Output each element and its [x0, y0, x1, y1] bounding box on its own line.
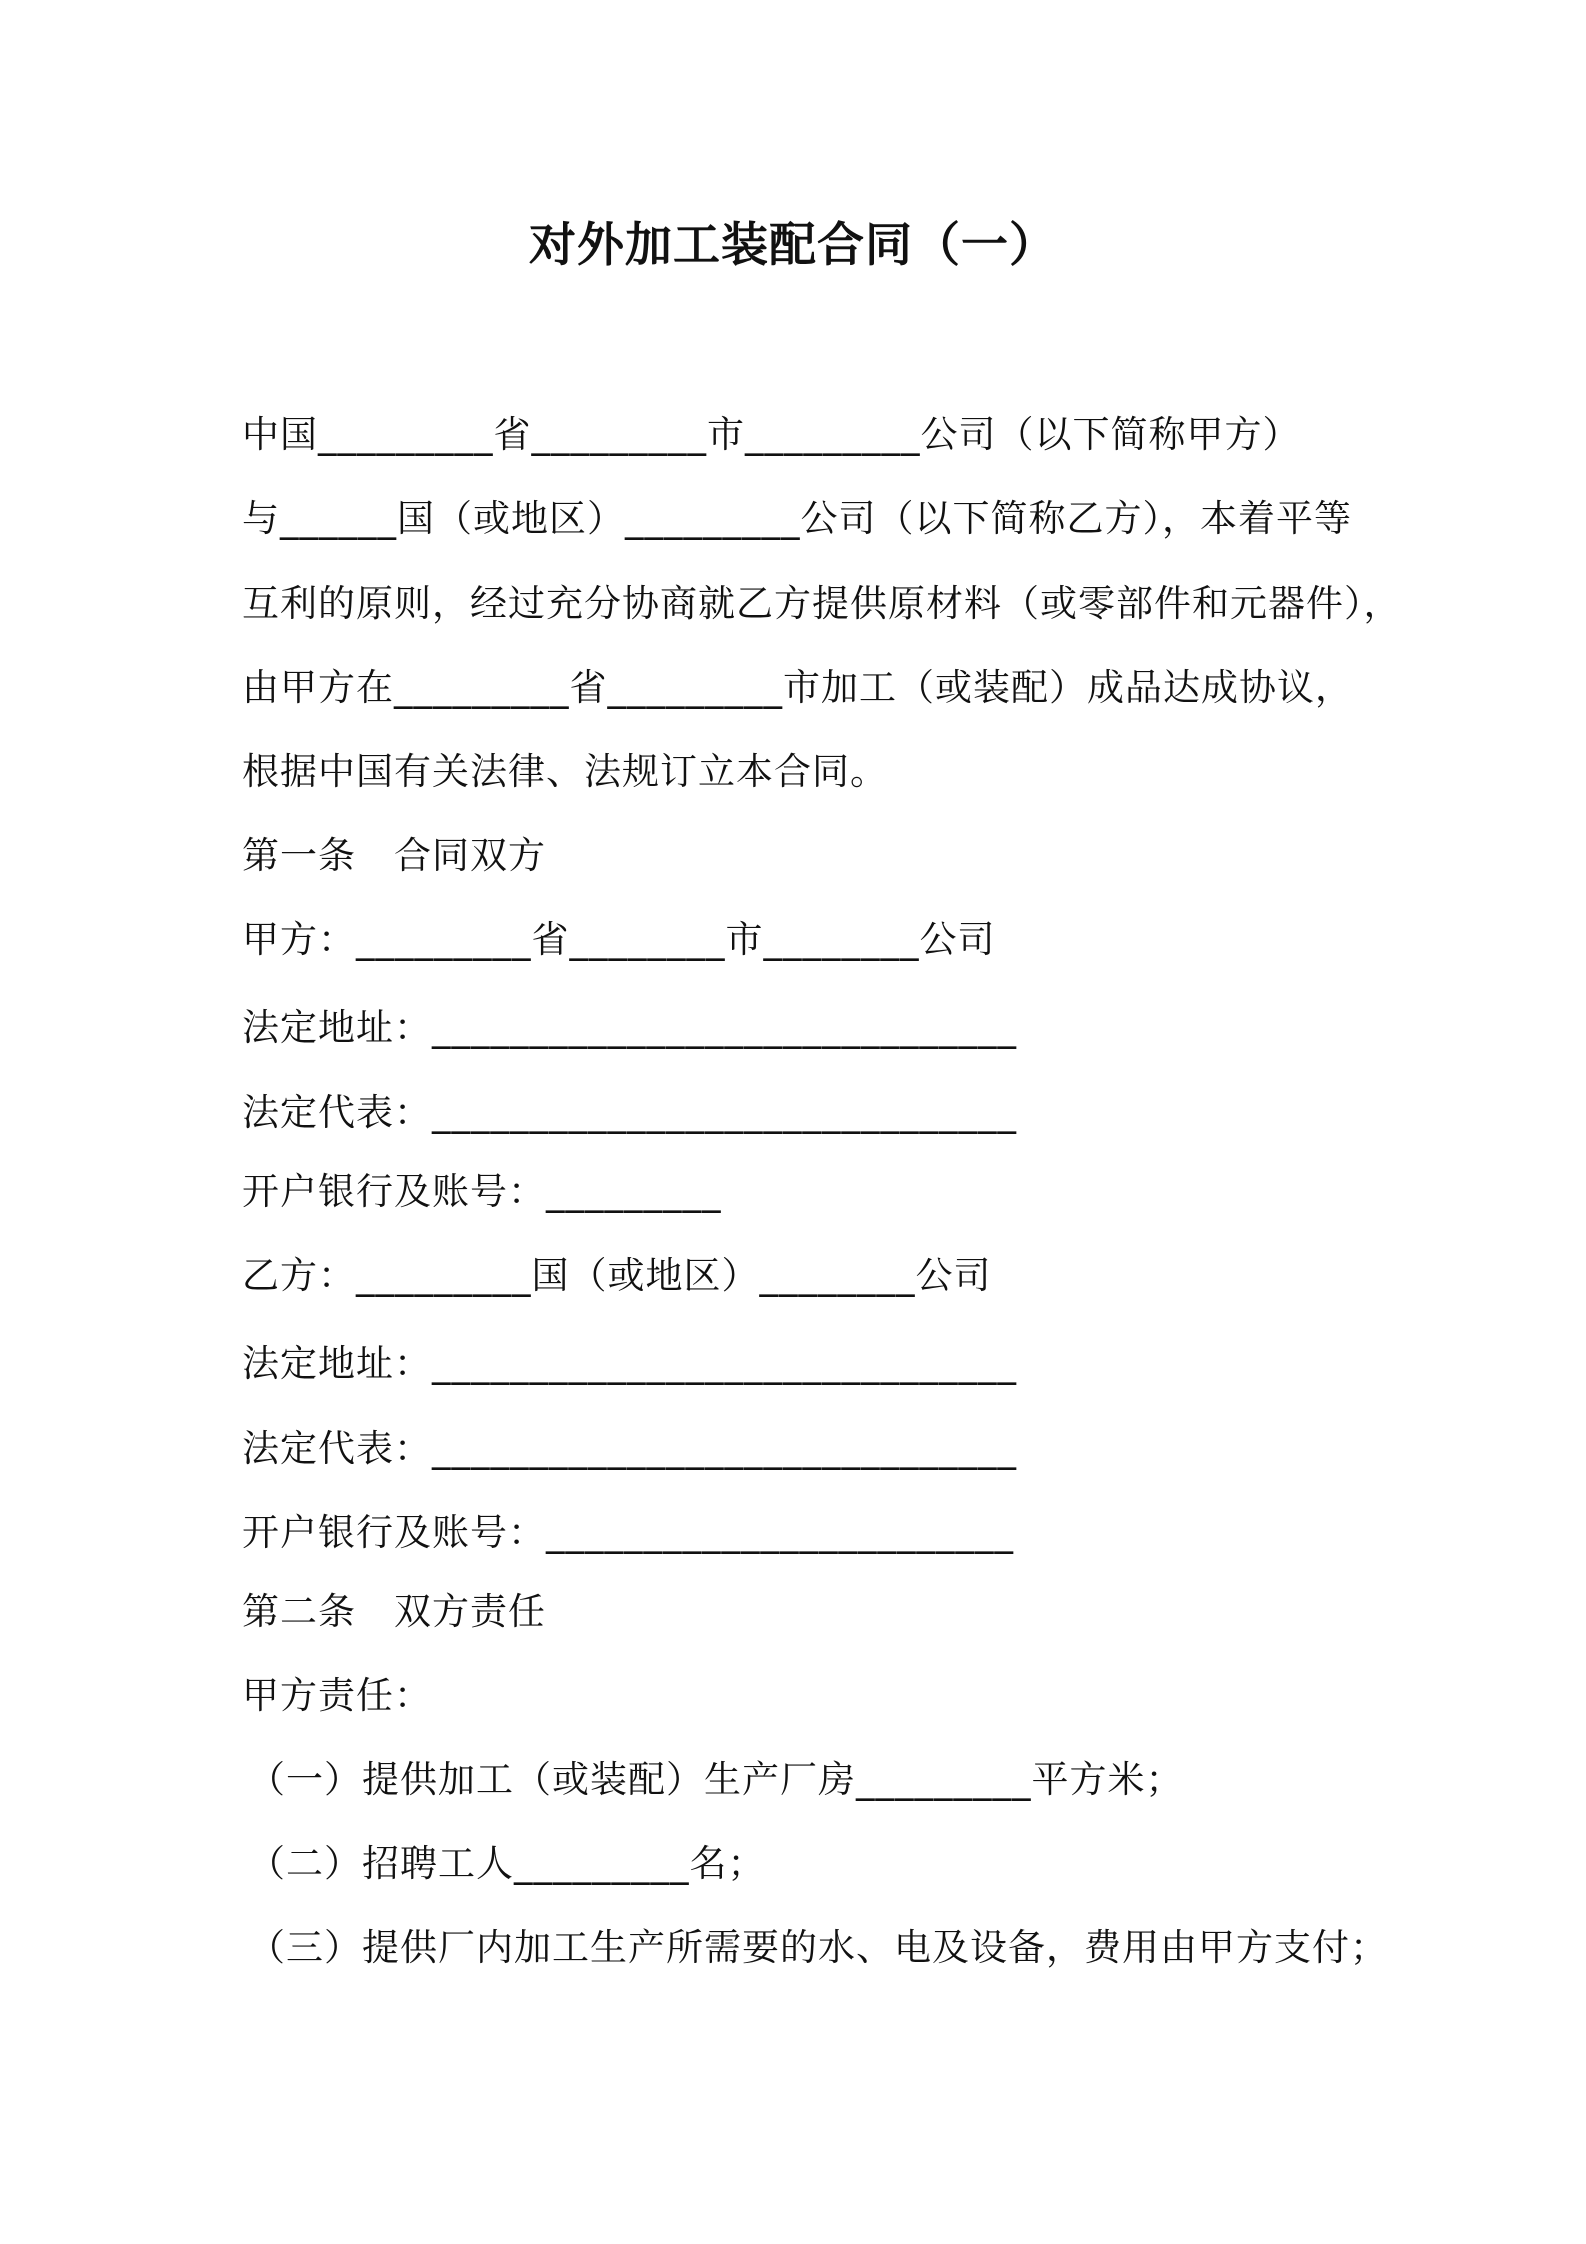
preamble-line-5: 根据中国有关法律、法规订立本合同。	[242, 750, 888, 793]
responsibility-item-3: （三）提供厂内加工生产所需要的水、电及设备，费用由甲方支付；	[248, 1926, 1388, 1969]
preamble-line-3: 互利的原则，经过充分协商就乙方提供原材料（或零部件和元器件），	[242, 582, 1402, 625]
article-2-heading: 第二条 双方责任	[242, 1590, 546, 1633]
party-a-bank: 开户银行及账号：_________	[242, 1170, 722, 1213]
preamble-line-1: 中国_________省_________市_________公司（以下简称甲方）	[242, 413, 1301, 456]
preamble-line-4: 由甲方在_________省_________市加工（或装配）成品达成协议，	[242, 666, 1353, 709]
party-b-representative: 法定代表：______________________________	[242, 1427, 1017, 1470]
responsibility-item-1: （一）提供加工（或装配）生产厂房_________平方米；	[248, 1758, 1184, 1801]
responsibility-item-2: （二）招聘工人_________名；	[248, 1842, 766, 1885]
party-a-responsibilities-label: 甲方责任：	[242, 1674, 432, 1717]
party-b-name: 乙方：_________国（或地区）________公司	[242, 1254, 992, 1297]
preamble-line-2: 与______国（或地区）_________公司（以下简称乙方），本着平等	[242, 497, 1352, 540]
article-1-heading: 第一条 合同双方	[242, 834, 546, 877]
party-b-bank: 开户银行及账号：________________________	[242, 1511, 1014, 1554]
party-a-address: 法定地址：______________________________	[242, 1006, 1017, 1049]
party-b-address: 法定地址：______________________________	[242, 1342, 1017, 1385]
party-a-representative: 法定代表：______________________________	[242, 1091, 1017, 1134]
document-title: 对外加工装配合同（一）	[529, 218, 1057, 273]
party-a-name: 甲方：_________省________市________公司	[242, 918, 996, 961]
